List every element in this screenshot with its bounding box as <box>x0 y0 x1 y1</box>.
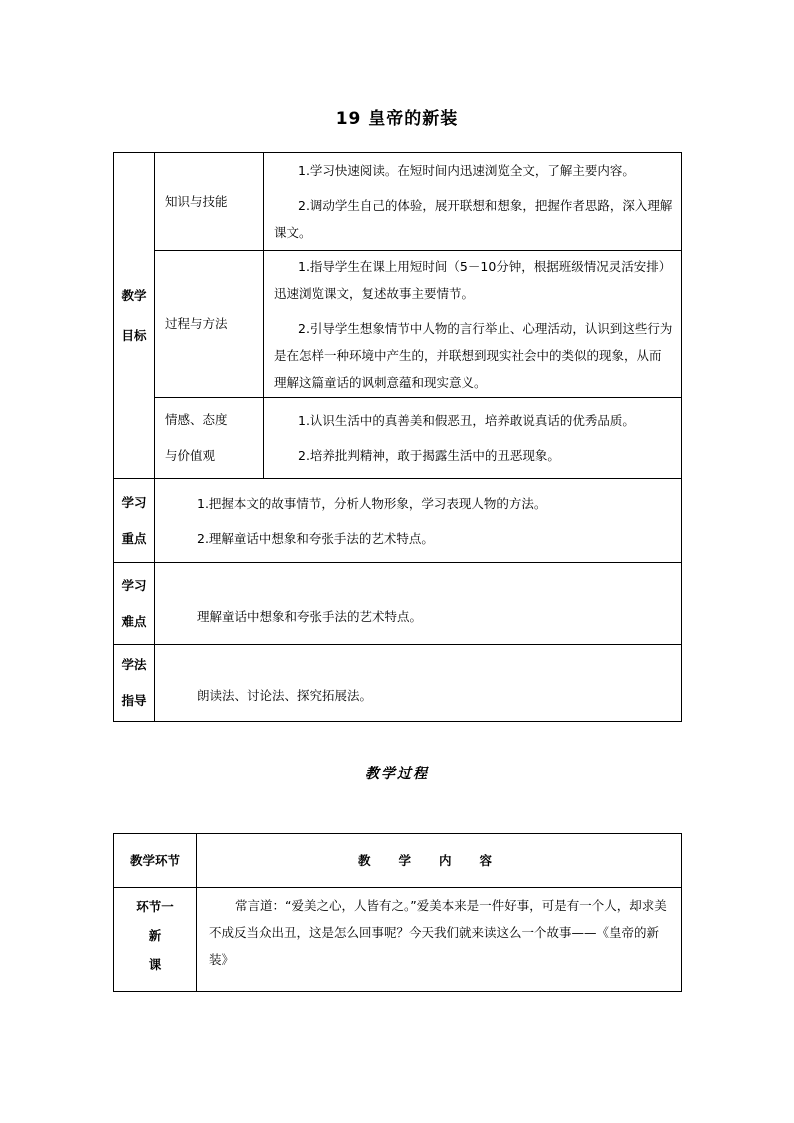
methods-text: 朗读法、讨论法、探究拓展法。 <box>197 688 373 703</box>
document-title: 19 皇帝的新装 <box>335 109 459 129</box>
goals-label-line1: 教学 <box>121 287 147 303</box>
teaching-process-table <box>113 833 682 992</box>
difficulties-content <box>155 563 682 645</box>
difficulties-text: 理解童话中想象和夸张手法的艺术特点。 <box>197 609 423 624</box>
difficulties-label-line1: 学习 <box>121 577 147 593</box>
key-point-item: 1.把握本文的故事情节，分析人物形象，学习表现人物的方法。 <box>197 495 547 511</box>
methods-label-line2: 指导 <box>121 693 147 708</box>
methods-content <box>155 645 682 722</box>
emotion-label <box>155 398 264 479</box>
key-points-content <box>155 479 682 563</box>
knowledge-label: 知识与技能 <box>155 153 264 251</box>
emotion-label-line1: 情感、态度 <box>165 412 228 427</box>
methods-label <box>114 645 155 722</box>
teaching-goals-table <box>113 152 682 722</box>
knowledge-item: 1.学习快速阅读。在短时间内迅速浏览全文，了解主要内容。 <box>298 163 635 178</box>
goals-label <box>114 153 155 479</box>
process-col1-header: 教学环节 <box>114 834 197 888</box>
methods-label-line1: 学法 <box>121 657 147 672</box>
key-points-label <box>114 479 155 563</box>
key-points-label-line2: 重点 <box>121 530 147 546</box>
knowledge-content <box>264 153 682 251</box>
process-row1-label <box>114 888 197 992</box>
process-label: 过程与方法 <box>155 251 264 398</box>
key-point-item: 2.理解童话中想象和夸张手法的艺术特点。 <box>197 530 434 546</box>
knowledge-item: 2.调动学生自己的体验，展开联想和想象，把握作者思路，深入理解课文。 <box>274 198 673 240</box>
process-row1-label-line2: 新 <box>148 928 162 943</box>
difficulties-label <box>114 563 155 645</box>
goals-label-line2: 目标 <box>121 327 147 343</box>
emotion-label-line2: 与价值观 <box>165 448 216 463</box>
process-item: 1.指导学生在课上用短时间（5－10分钟，根据班级情况灵活安排）迅速浏览课文，复述故事主要情节。 <box>274 258 672 301</box>
key-points-label-line1: 学习 <box>121 494 147 510</box>
difficulties-label-line2: 难点 <box>121 613 147 629</box>
process-row1-label-line1: 环节一 <box>136 899 174 914</box>
process-row1-label-line3: 课 <box>148 957 162 972</box>
emotion-item: 2.培养批判精神，敢于揭露生活中的丑恶现象。 <box>298 448 560 463</box>
process-section-title: 教学过程 <box>365 766 429 782</box>
emotion-item: 1.认识生活中的真善美和假恶丑，培养敢说真话的优秀品质。 <box>298 413 635 428</box>
process-row1-text: 常言道：“爱美之心，人皆有之。”爱美本来是一件好事，可是有一个人，却求美不成反当众出丑，这是怎么回事呢？今天我们就来读这么一个故事——《皇帝的新装》 <box>209 898 667 967</box>
process-row1-content <box>197 888 682 992</box>
emotion-content <box>264 398 682 479</box>
process-content <box>264 251 682 398</box>
process-item: 2.引导学生想象情节中人物的言行举止、心理活动，认识到这些行为是在怎样一种环境中产生的，并联想到现实社会中的类似的现象，从而理解这篇童话的讽刺意蕴和现实意义。 <box>274 320 673 390</box>
process-col2-header: 教学内容 <box>197 834 682 888</box>
